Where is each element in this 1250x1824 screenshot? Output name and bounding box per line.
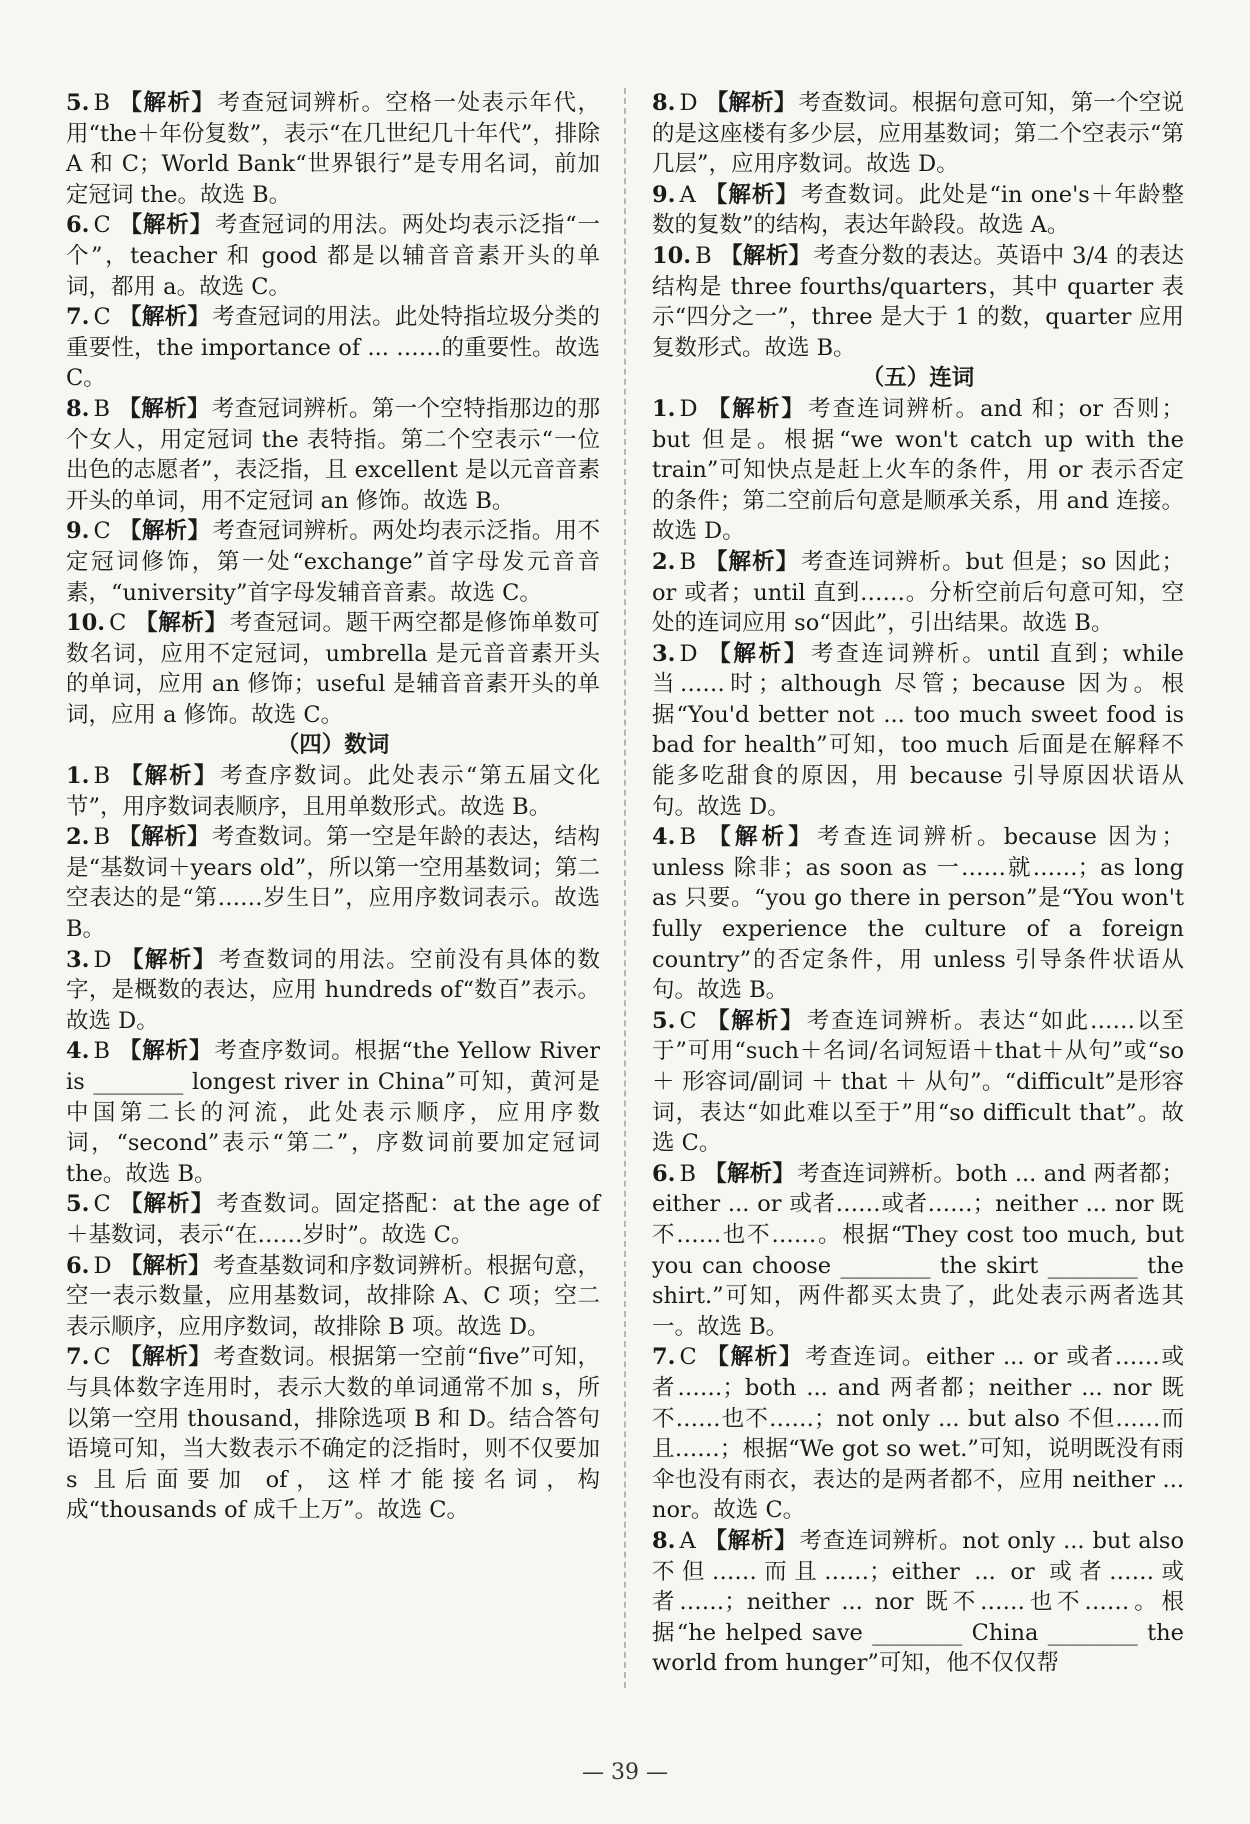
- answer-entry: 6. C 【解析】考查冠词的用法。两处均表示泛指“一个”，teacher 和 good 都是以辅音音素开头的单词，都用 a。故选 C。: [66, 212, 600, 300]
- answer-entry: 6. D 【解析】考查基数词和序数词辨析。根据句意，空一表示数量，应用基数词，故排除 A、C 项；空二表示顺序，应用序数词，故排除 B 项。故选 D。: [66, 1252, 600, 1340]
- right-column: [652, 88, 1184, 1679]
- answer-entry: 2. B 【解析】考查数词。第一空是年龄的表达，结构是“基数词＋years old”，所以第一空用基数词；第二空表达的是“第……岁生日”，应用序数词表示。故选 B。: [66, 824, 600, 943]
- answer-entry: 3. D 【解析】考查连词辨析。until 直到；while 当……时；although 尽管；because 因为。根据“You'd better not ... too much sweet food is bad for health”可知，too much 后面是在解释不能多吃甜食的原因，用 because 引导原因状语从句。故选 D。: [652, 640, 1184, 820]
- answer-entry: 5. C 【解析】考查数词。固定搭配：at the age of ＋基数词，表示“在……岁时”。故选 C。: [66, 1191, 600, 1248]
- answer-entry: 7. C 【解析】考查连词。either ... or 或者……或者……；both ... and 两者都；neither ... nor 既不……也不……；not only ... but also 不但……而且……；根据“We got so wet.”可知，说明既没有雨伞也没有雨衣，表达的是两者都不，应用 neither ... nor。故选 C。: [652, 1344, 1184, 1524]
- answer-entry: 8. D 【解析】考查数词。根据句意可知，第一个空说的是这座楼有多少层，应用基数词；第二个空表示“第几层”，应用序数词。故选 D。: [652, 90, 1184, 178]
- answer-entry: 4. B 【解析】考查连词辨析。because 因为；unless 除非；as soon as 一……就……；as long as 只要。“you go there in person”是“You won't fully experience the culture of a foreign country”的否定条件，用 unless 引导条件状语从句。故选 B。: [652, 824, 1184, 1004]
- answer-entry: 9. C 【解析】考查冠词辨析。两处均表示泛指。用不定冠词修饰，第一处“exchange”首字母发元音音素，“university”首字母发辅音音素。故选 C。: [66, 518, 600, 606]
- answer-entry: 10. B 【解析】考查分数的表达。英语中 3/4 的表达结构是 three fourths/quarters，其中 quarter 表示“四分之一”，three 是大于 1 的数，quarter 应用复数形式。故选 B。: [652, 242, 1184, 361]
- section-heading: （五）连词: [861, 365, 975, 392]
- answer-entry: 5. B 【解析】考查冠词辨析。空格一处表示年代，用“the＋年份复数”，表示“在几世纪几十年代”，排除 A 和 C；World Bank“世界银行”是专用名词，前加定冠词 the。故选 B。: [66, 90, 600, 208]
- answer-entry: 4. B 【解析】考查序数词。根据“the Yellow River is ________ longest river in China”可知，黄河是中国第二长的河流，此处表示顺序，应用序数词，“second”表示“第二”，序数词前要加定冠词 the。故选 B。: [66, 1038, 600, 1187]
- answer-entry: 2. B 【解析】考查连词辨析。but 但是；so 因此；or 或者；until 直到……。分析空前后句意可知，空处的连词应用 so“因此”，引出结果。故选 B。: [652, 548, 1184, 637]
- answer-entry: 3. D 【解析】考查数词的用法。空前没有具体的数字，是概数的表达，应用 hundreds of“数百”表示。故选 D。: [66, 946, 600, 1034]
- answer-entry: 7. C 【解析】考查冠词的用法。此处特指垃圾分类的重要性，the importance of ... ……的重要性。故选 C。: [66, 304, 600, 392]
- answer-entry: 6. B 【解析】考查连词辨析。both ... and 两者都；either ... or 或者……或者……；neither ... nor 既不……也不……。根据“They cost too much, but you can choose ________ the skirt ________ the shirt.”可知，两件都买太贵了，此处表示两者选其一。故选 B。: [652, 1160, 1184, 1340]
- answer-entry: 7. C 【解析】考查数词。根据第一空前“five”可知，与具体数字连用时，表示大数的单词通常不加 s，所以第一空用 thousand，排除选项 B 和 D。结合答句语境可知，当大数表示不确定的泛指时，则不仅要加 s 且后面要加 of，这样才能接名词，构成“thousands of 成千上万”。故选 C。: [66, 1344, 600, 1524]
- answer-entry: 8. A 【解析】考查连词辨析。not only ... but also 不但……而且……；either ... or 或者……或者……；neither ... nor 既不……也不……。根据“he helped save ________ China ________ the world from hunger”可知，他不仅仅帮: [652, 1527, 1184, 1677]
- answer-entry: 1. D 【解析】考查连词辨析。and 和；or 否则；but 但是。根据“we won't catch up with the train”可知快点是赶上火车的条件，用 or 表示否定的条件；第二空前后句意是顺承关系，用 and 连接。故选 D。: [652, 395, 1184, 545]
- answer-entry: 1. B 【解析】考查序数词。此处表示“第五届文化节”，用序数词表顺序，且用单数形式。故选 B。: [66, 763, 600, 820]
- section-heading: （四）数词: [276, 732, 390, 759]
- column-divider: [624, 88, 626, 1688]
- answer-entry: 9. A 【解析】考查数词。此处是“in one's＋年龄整数的复数”的结构，表达年龄段。故选 A。: [652, 181, 1184, 239]
- left-column: [66, 88, 600, 1526]
- answer-entry: 10. C 【解析】考查冠词。题干两空都是修饰单数可数名词，应用不定冠词，umbrella 是元音音素开头的单词，应用 an 修饰；useful 是辅音音素开头的单词，应用 a 修饰。故选 C。: [66, 610, 600, 728]
- answer-entry: 8. B 【解析】考查冠词辨析。第一个空特指那边的那个女人，用定冠词 the 表特指。第二个空表示“一位出色的志愿者”，表泛指，且 excellent 是以元音音素开头的单词，用不定冠词 an 修饰。故选 B。: [66, 395, 600, 514]
- answer-entry: 5. C 【解析】考查连词辨析。表达“如此……以至于”可用“such＋名词/名词短语＋that＋从句”或“so ＋ 形容词/副词 ＋ that ＋ 从句”。“difficult”是形容词，表达“如此难以至于”用“so difficult that”。故选 C。: [652, 1007, 1184, 1157]
- page-number: — 39 —: [582, 1760, 668, 1785]
